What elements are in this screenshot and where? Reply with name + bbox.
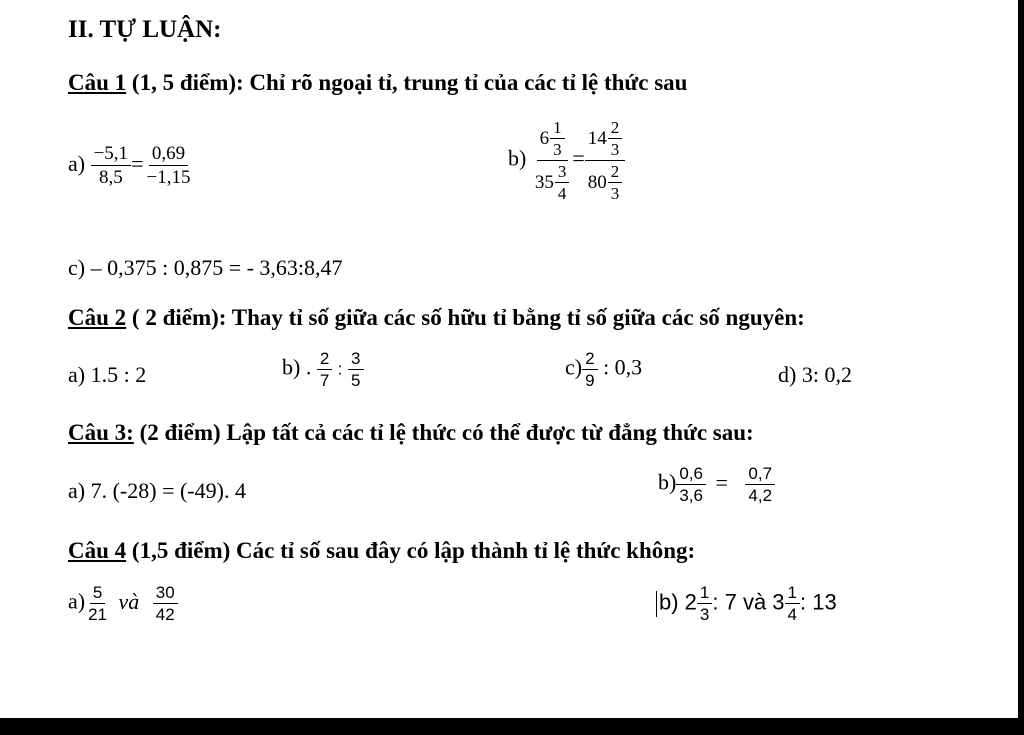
q2b-separator: :: [337, 359, 343, 379]
q4a-num-1: 5: [90, 583, 105, 604]
q4a-and: và: [118, 588, 140, 614]
q1b-num-1-fden: 3: [553, 140, 562, 160]
q1b-den-2-fnum: 2: [608, 162, 623, 183]
question-2-text: ( 2 điểm): Thay tỉ số giữa các số hữu tỉ bằng tỉ số giữa các số nguyên:: [126, 305, 805, 330]
q4a-fraction-1: [85, 583, 110, 624]
q1b-num-2: [585, 118, 626, 161]
q4-part-b: [656, 583, 837, 624]
q1b-complex-fraction-1: [532, 118, 573, 203]
q1a-fraction-2: [143, 143, 193, 189]
q3b-equals: =: [715, 469, 728, 495]
q1a-fraction-1: [91, 143, 131, 189]
q1b-den-1-fden: 4: [557, 184, 567, 204]
q4a-den-1: 21: [88, 605, 108, 625]
q3b-num-2: 0,7: [745, 464, 775, 485]
text-cursor: [656, 591, 657, 617]
question-3-heading: [68, 420, 754, 446]
q1b-den-1: [532, 161, 573, 203]
q4b-den-2: 4: [787, 605, 798, 625]
question-4-heading: [68, 538, 695, 564]
q1b-prefix: b): [508, 145, 527, 171]
q1b-num-1-fnum: 1: [550, 118, 565, 139]
q2c-rest: : 0,3: [603, 354, 643, 380]
q1a-equals: =: [131, 150, 144, 176]
question-3-label: Câu 3:: [68, 420, 134, 445]
q1b-num-1-whole: 6: [539, 127, 550, 149]
q1-part-a: [68, 143, 193, 189]
question-2-heading: [68, 305, 805, 331]
q1b-complex-fraction-2: [585, 118, 626, 203]
q4a-den-2: 42: [155, 605, 175, 625]
q2b-den-1: 7: [319, 371, 330, 391]
q2c-den: 9: [585, 371, 595, 391]
question-3-text: (2 điểm) Lập tất cả các tỉ lệ thức có thể được từ đẳng thức sau:: [133, 420, 754, 445]
q4b-fraction-1: [697, 583, 712, 624]
q2c-num: 2: [582, 349, 597, 370]
q1b-num-2-fden: 3: [610, 140, 620, 160]
q3-part-b: [658, 464, 775, 505]
q4a-num-2: 30: [153, 583, 178, 604]
q1b-equals: =: [572, 145, 585, 171]
q1b-den-2-whole: 80: [587, 171, 607, 193]
q4b-num-2: 1: [785, 583, 800, 604]
q2b-den-2: 5: [351, 371, 361, 391]
q4b-num-1: 1: [697, 583, 712, 604]
question-1-heading: [68, 70, 687, 96]
q3b-fraction-2: [745, 464, 775, 505]
q1b-num-1: [537, 118, 568, 161]
q1b-num-2-whole: 14: [587, 127, 607, 149]
q1-part-b: [508, 118, 625, 203]
page-edge-right: [1018, 0, 1024, 735]
page-edge-bottom: [0, 718, 1024, 735]
q4a-fraction-2: [153, 583, 178, 624]
q2b-fraction-2: [348, 349, 363, 390]
question-1-label: Câu 1: [68, 70, 127, 95]
q2b-prefix: b) .: [282, 354, 312, 380]
q4b-fraction-2: [785, 583, 800, 624]
q1a-num-1: −5,1: [91, 143, 131, 166]
q3b-fraction-1: [676, 464, 706, 505]
question-4-label: Câu 4: [68, 538, 127, 563]
q1a-den-1: 8,5: [98, 167, 123, 189]
question-2-label: Câu 2: [68, 305, 127, 330]
q2b-num-2: 3: [348, 349, 363, 370]
q4-part-a: [68, 583, 178, 624]
q2c-fraction: [582, 349, 597, 390]
q2-part-a: a) 1.5 : 2: [68, 362, 147, 387]
q2b-num-1: 2: [317, 349, 332, 370]
q1a-den-2: −1,15: [146, 167, 191, 189]
question-1-text: (1, 5 điểm): Chỉ rõ ngoại tỉ, trung tỉ của các tỉ lệ thức sau: [126, 70, 688, 95]
q1a-num-2: 0,69: [149, 143, 188, 166]
q1b-num-2-fnum: 2: [608, 118, 623, 139]
q2c-prefix: c): [565, 354, 583, 380]
q3b-den-2: 4,2: [748, 486, 773, 506]
q1b-den-2-fden: 3: [610, 184, 620, 204]
q4b-end: : 13: [800, 589, 837, 615]
q2b-fraction-1: [317, 349, 332, 390]
section-title: II. TỰ LUẬN:: [68, 16, 222, 43]
q1b-den-2: [585, 161, 626, 203]
q4b-middle: : 7 và 3: [712, 589, 785, 615]
q3b-num-1: 0,6: [676, 464, 706, 485]
q2-part-d: d) 3: 0,2: [778, 362, 852, 387]
question-4-text: (1,5 điểm) Các tỉ số sau đây có lập thành tỉ lệ thức không:: [126, 538, 696, 563]
q3b-den-1: 3,6: [679, 486, 703, 506]
q3b-prefix: b): [658, 469, 677, 495]
q2-part-b: [282, 349, 364, 390]
q1b-den-1-whole: 35: [534, 171, 554, 193]
q2-part-c: [565, 349, 642, 390]
q1b-den-1-fnum: 3: [555, 162, 570, 183]
q3-part-a: a) 7. (-28) = (-49). 4: [68, 478, 246, 503]
q1-part-c: c) – 0,375 : 0,875 = - 3,63:8,47: [68, 255, 343, 280]
q4a-prefix: a): [68, 588, 86, 614]
q1a-prefix: a): [68, 150, 86, 176]
q4b-prefix: b) 2: [659, 589, 697, 615]
q4b-den-1: 3: [699, 605, 710, 625]
